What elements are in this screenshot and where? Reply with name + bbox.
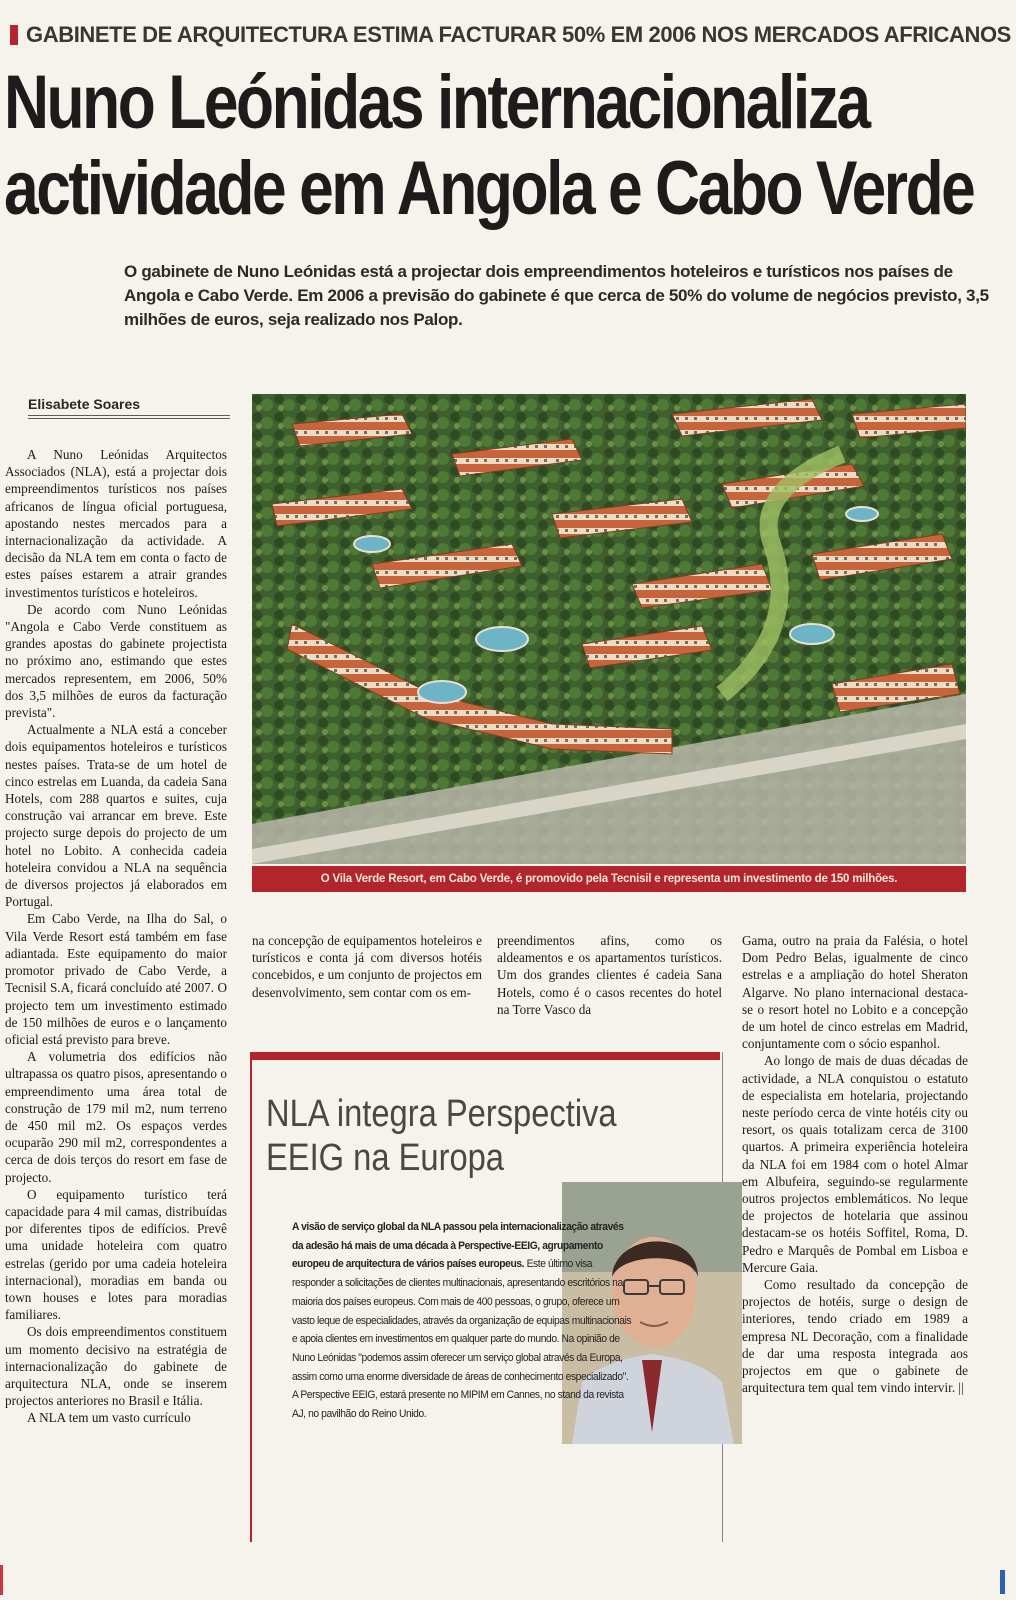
paragraph: Actualmente a NLA está a conceber dois equipamentos hoteleiros e turísticos nestes países. Trata-se de um hotel de cinco estrelas em Luanda, da cadeia Sana Hotels, com 288 quartos e suites, cuja construção vai arrancar em breve. Este projecto surge depois do projecto de um hotel no Lobito. A conhecida cadeia hoteleira convidou a NLA na sequência de diversos projectos já elaborados em Portugal. <box>5 722 227 910</box>
kicker-bar <box>10 25 18 45</box>
paragraph: na concepção de equipamentos hoteleiros e turísticos e conta já com diversos hotéis concebidos, e um conjunto de projectos em desenvolvimento, sem contar com os em- <box>252 933 482 1000</box>
sidebar-title <box>266 1092 617 1180</box>
page-corner-mark <box>1000 1570 1005 1594</box>
resort-aerial-photo <box>252 394 966 864</box>
kicker-text: GABINETE DE ARQUITECTURA ESTIMA FACTURAR 50% EM 2006 NOS MERCADOS AFRICANOS <box>26 22 1011 47</box>
sidebar-text <box>292 1218 634 1424</box>
kicker <box>10 22 1011 48</box>
paragraph: Em Cabo Verde, na Ilha do Sal, o Vila Verde Resort está também em fase adiantada. Este equipamento do maior promotor privado de Cabo Verde, a Tecnisil S.A, ficará concluído até 2007. O projecto tem um investimento estimado de 150 milhões de euros e o lançamento oficial está previsto para breve. <box>5 911 227 1047</box>
page-edge-mark <box>0 1565 3 1595</box>
headline-line-1: Nuno Leónidas internacionaliza <box>4 60 869 145</box>
headline-line-2: actividade em Angola e Cabo Verde <box>4 146 974 231</box>
article-column-1 <box>5 446 227 1427</box>
sidebar-title-line-1: NLA integra Perspectiva <box>266 1093 617 1135</box>
article-column-3 <box>497 932 722 1018</box>
paragraph: Gama, outro na praia da Falésia, o hotel Dom Pedro Belas, igualmente de cinco estrelas e a ampliação do hotel Sheraton Algarve. No plano internacional destaca-se o resort hotel no Lobito e a concepção de um hotel de cinco estrelas em Madrid, conjuntamente com o sócio espanhol. <box>742 933 968 1052</box>
sidebar-body: Este último visa responder a solicitações de clientes multinacionais, apresentando escritórios na maioria dos países europeus. Com mais de 400 pessoas, o grupo, oferece um vasto leque de especialidades, através da organização de equipas multinacionais e apoia clientes em investimentos em qualquer parte do mundo. Na opinião de Nuno Leónidas "podemos assim oferecer um serviço global através da Europa, assim como uma enorme diversidade de áreas de conhecimento especializado". A Perspective EEIG, estará presente no MIPIM em Cannes, no stand da revista AJ, no pavilhão do Reino Unido. <box>292 1258 632 1421</box>
author-byline: Elisabete Soares <box>28 396 230 416</box>
lede: O gabinete de Nuno Leónidas está a projectar dois empreendimentos hoteleiros e turísticos nos países de Angola e Cabo Verde. Em 2006 a previsão do gabinete é que cerca de 50% do volume de negócios previsto, 3,5 milhões de euros, seja realizado nos Palop. <box>124 262 989 329</box>
paragraph: preendimentos afins, como os aldeamentos e os apartamentos turísticos. Um dos grandes clientes é cadeia Sana Hotels, como é o casos recentes do hotel na Torre Vasco da <box>497 933 722 1017</box>
paragraph: De acordo com Nuno Leónidas "Angola e Cabo Verde constituem as grandes apostas do gabinete projectista no próximo ano, estimando que estes mercados representem, em 2006, 50% dos 3,5 milhões de euros da facturação prevista". <box>5 601 227 721</box>
paragraph: Ao longo de mais de duas décadas de actividade, a NLA conquistou o estatuto de especialista em hotelaria, projectando neste período cerca de vinte hotéis city ou resort, os quais totalizam cerca de 3100 quartos. A primeira experiência hoteleira da NLA foi em 1984 com o hotel Almar em Albufeira, seguindo-se regularmente outros projectos emblemáticos. No leque de projectos de hotelaria que assinou destacam-se os hotéis Soffitel, Roma, D. Pedro e Marquês de Pombal em Lisboa e Mercure Gaia. <box>742 1053 968 1275</box>
paragraph: Como resultado da concepção de projectos de hotéis, surge o design de interiores, tendo criado em 1989 a empresa NL Decoração, com a finalidade de dar uma resposta integrada aos projectos em que o gabinete de arquitectura tem qual tem vindo intervir. || <box>742 1277 968 1396</box>
paragraph: A NLA tem um vasto currículo <box>27 1410 191 1426</box>
paragraph: A Nuno Leónidas Arquitectos Associados (NLA), está a projectar dois empreendimentos turísticos nos países africanos de língua oficial portuguesa, apostando nestes mercados para a internacionalização da actividade. A decisão da NLA tem em conta o facto de estes países estarem a atrair grandes investimentos turísticos e hoteleiros. <box>5 447 227 600</box>
sidebar-top-rule <box>250 1052 720 1060</box>
headline <box>4 60 974 232</box>
article-column-4 <box>742 932 968 1396</box>
photo-caption: O Vila Verde Resort, em Cabo Verde, é promovido pela Tecnisil e representa um investimento de 150 milhões. <box>252 866 966 892</box>
paragraph: Os dois empreendimentos constituem um momento decisivo na estratégia de internacionalização do gabinete de arquitectura NLA, onde se inserem projectos anteriores no Brasil e Itália. <box>5 1324 227 1409</box>
sidebar-title-line-2: EEIG na Europa <box>266 1137 504 1179</box>
paragraph: A volumetria dos edifícios não ultrapassa os quatro pisos, apresentando o empreendimento uma área total de construção de 179 mil m2, num terreno de 450 mil m2. Os espaços verdes ocuparão 290 mil m2, correspondentes a cerca de dois terços do resort em fase de projecto. <box>5 1049 227 1185</box>
resort-illustration <box>252 394 966 864</box>
article-column-2 <box>252 932 482 1001</box>
sidebar-lead: A visão de serviço global da NLA passou pela internacionalização através da adesão há mais de uma década à Perspective-EEIG, agrupamento europeu de arquitectura de vários países europeus. <box>292 1221 624 1271</box>
paragraph: O equipamento turístico terá capacidade para 4 mil camas, distribuídas por diferentes tipos de edifícios. Prevê uma unidade hoteleira com quatro estrelas (gerido por uma cadeia hoteleira internacional), moradias em banda ou town houses e lotes para moradias familiares. <box>5 1186 227 1323</box>
